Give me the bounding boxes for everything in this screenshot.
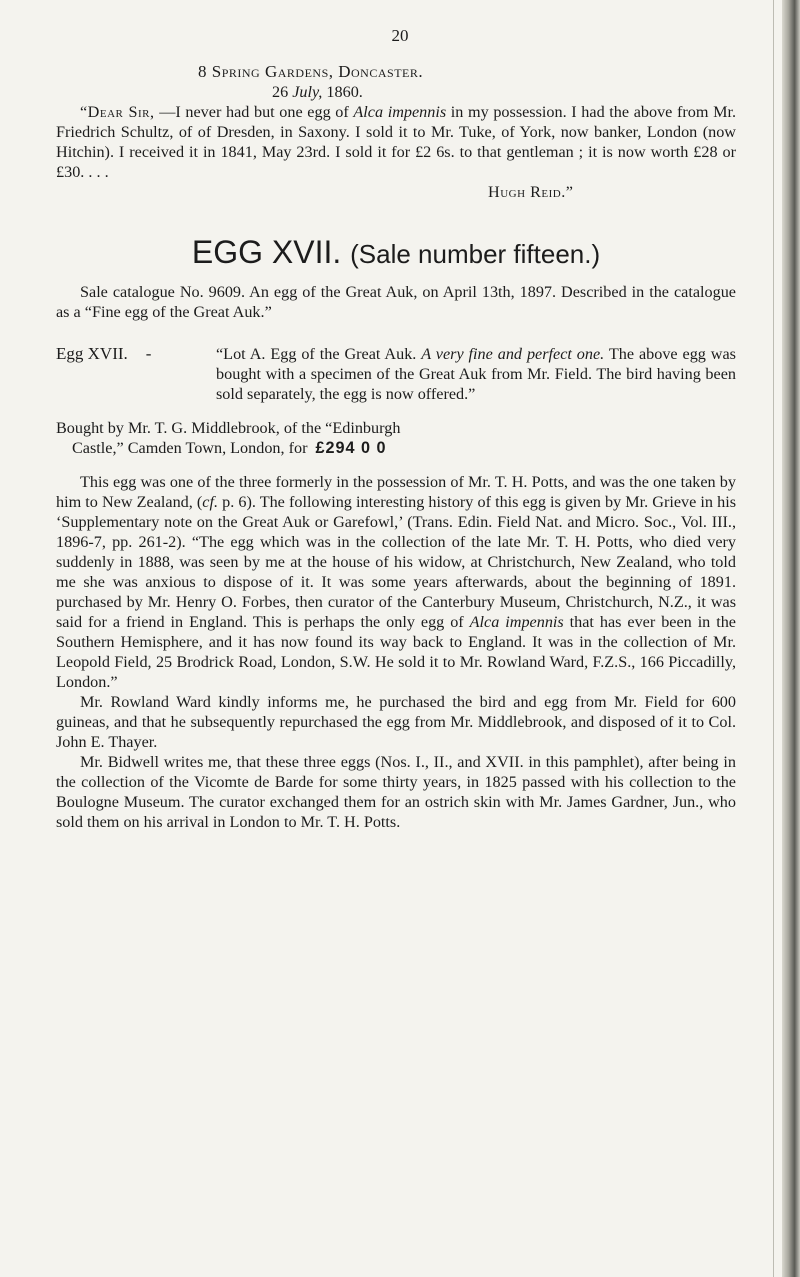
purchase-record bbox=[56, 418, 736, 458]
purchase-line-1: Bought by Mr. T. G. Middlebrook, of the “Edinburgh bbox=[56, 419, 401, 437]
history-paragraph-3: Mr. Bidwell writes me, that these three eggs (Nos. I., II., and XVII. in this pamphlet), after being in the collection of the Vicomte de Barde for some thirty years, in 1825 passed with his collection to the Boulogne Museum. The curator exchanged them for an ostrich skin with Mr. James Gardner, Jun., who sold them on his arrival in London to Mr. T. H. Potts. bbox=[56, 753, 736, 831]
letter-date-month: July, bbox=[292, 83, 323, 101]
book-spine-edge bbox=[782, 0, 800, 1277]
spacer bbox=[56, 322, 736, 344]
section-heading bbox=[56, 234, 736, 272]
heading-subtitle: (Sale number fifteen.) bbox=[350, 239, 601, 269]
page-number: 20 bbox=[391, 26, 409, 45]
history-paragraph-1: This egg was one of the three formerly in the possession of Mr. T. H. Potts, and was the one taken by him to New Zealand, (cf. p. 6). The following interesting history of this egg is given by Mr. Grieve in his ‘Supplementary note on the Great Auk or Garefowl,’ (Trans. Edin. Field Nat. and Micro. Soc., Vol. III., 1896-7, pp. 261-2). “The egg which was in the collection of the late Mr. T. H. Potts, who died very suddenly in 1888, was seen by me at the house of his widow, at Christchurch, New Zealand, who told me she was anxious to dispose of it. It was some years afterwards, about the beginning of 1891. purchased by Mr. Henry O. Forbes, then curator of the Canterbury Museum, Christchurch, N.Z., it was said for a friend in England. This is perhaps the only egg of Alca impennis that has ever been in the Southern Hemisphere, and it has now found its way back to England. It was in the collection of Mr. Leopold Field, 25 Brodrick Road, London, S.W. He sold it to Mr. Rowland Ward, F.Z.S., 166 Piccadilly, London.” bbox=[56, 473, 736, 691]
letter-address: 8 Spring Gardens, Doncaster. bbox=[198, 62, 424, 81]
letter-date: 26 July, 1860. bbox=[272, 83, 363, 101]
page-content bbox=[56, 62, 736, 832]
species-name: Alca impennis bbox=[353, 103, 447, 121]
lot-description bbox=[56, 344, 736, 404]
lot-label: Egg XVII. - bbox=[56, 344, 152, 363]
species-name: Alca impennis bbox=[469, 613, 564, 631]
page-edge-line bbox=[773, 0, 774, 1277]
heading-title: EGG XVII. bbox=[191, 234, 342, 270]
letter-signature: Hugh Reid.” bbox=[488, 183, 574, 201]
letter-body: “Dear Sir, —I never had but one egg of Alca impennis in my possession. I had the above from Mr. Friedrich Schultz, of of Dresden, in Saxony. I sold it to Mr. Tuke, of York, now banker, London (now Hitchin). I received it in 1841, May 23rd. I sold it for £2 6s. to that gentleman ; it is now worth £28 or £30. . . . bbox=[56, 103, 737, 181]
letter-salutation: “Dear Sir, bbox=[80, 103, 155, 121]
purchase-price: £294 0 0 bbox=[315, 439, 387, 457]
purchase-line-2: Castle,” Camden Town, London, for £294 0 0 bbox=[72, 439, 387, 457]
sale-catalogue-paragraph: Sale catalogue No. 9609. An egg of the Great Auk, on April 13th, 1897. Described in the catalogue as a “Fine egg of the Great Auk.” bbox=[56, 283, 736, 321]
lot-text-italic: A very fine and perfect one. bbox=[421, 345, 605, 363]
history-paragraph-2: Mr. Rowland Ward kindly informs me, he purchased the bird and egg from Mr. Field for 600 guineas, and that he subsequently repurchased the egg from Mr. Middlebrook, and disposed of it to Col. John E. Thayer. bbox=[56, 693, 736, 751]
lot-text: “Lot A. Egg of the Great Auk. A very fine and perfect one. The above egg was bought with a specimen of the Great Auk from Mr. Field. The bird having been sold separately, the egg is now offered.” bbox=[216, 345, 736, 403]
